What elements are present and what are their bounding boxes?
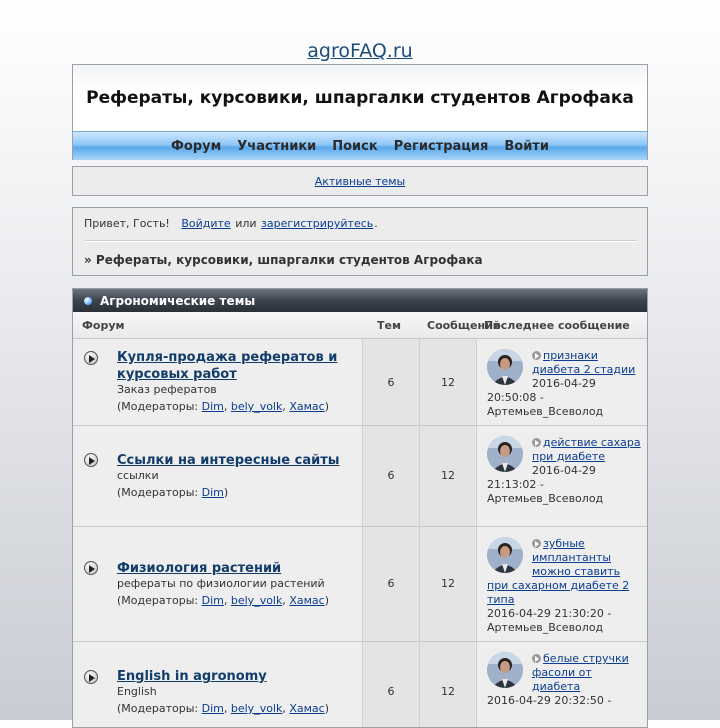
last-post-date: 2016-04-29 20:50:08 - [487, 377, 596, 404]
last-post-date: 2016-04-29 20:32:50 - [487, 694, 612, 707]
forum-title[interactable]: Физиология растений [117, 561, 282, 576]
register-link[interactable]: зарегистрируйтесь [261, 217, 374, 230]
forum-moderators: (Модераторы: Dim, bely_volk, Хамас) [117, 400, 330, 413]
posts-count: 12 [441, 577, 455, 590]
nav-members[interactable]: Участники [237, 138, 317, 154]
last-post-date: 2016-04-29 21:30:20 - [487, 607, 612, 620]
moderator-link[interactable]: bely_volk [230, 400, 283, 413]
moderator-link[interactable]: Хамас [289, 594, 325, 607]
moderator-link[interactable]: Dim [201, 486, 224, 499]
breadcrumb: » Рефераты, курсовики, шпаргалки студентов Агрофака [84, 253, 483, 267]
forum-row [73, 642, 647, 728]
active-topics-bar [72, 166, 648, 196]
forum-description: ссылки [117, 469, 159, 482]
last-post-link[interactable]: белые стручки фасоли от диабета [532, 652, 629, 693]
last-post [487, 436, 643, 506]
last-post-link[interactable]: действие сахара при диабете [532, 436, 641, 463]
forum-moderators: (Модераторы: Dim, bely_volk, Хамас) [117, 702, 330, 715]
greeting-text: Привет, Гость! [84, 217, 170, 230]
forum-row [73, 426, 647, 527]
last-post [487, 537, 643, 635]
nav-forum[interactable]: Форум [171, 138, 222, 154]
greeting-line [84, 217, 378, 230]
nav-search[interactable]: Поиск [332, 138, 378, 154]
login-link[interactable]: Войдите [181, 217, 231, 230]
last-post [487, 652, 643, 708]
col-forum: Форум [82, 319, 125, 332]
forum-title[interactable]: Купля-продажа рефератов и курсовых работ [117, 350, 338, 382]
go-to-post-icon[interactable] [532, 539, 541, 548]
topics-count: 6 [387, 376, 395, 389]
forum-row [73, 527, 647, 642]
posts-count: 12 [441, 685, 455, 698]
moderator-link[interactable]: bely_volk [230, 702, 283, 715]
posts-count: 12 [441, 376, 455, 389]
last-post-date: 2016-04-29 21:13:02 - [487, 464, 596, 491]
last-post-author: Артемьев_Всеволод [487, 621, 604, 634]
category-header [73, 289, 647, 312]
forum-description: Заказ рефератов [117, 383, 217, 396]
nav-register[interactable]: Регистрация [393, 138, 489, 154]
forum-row [73, 339, 647, 426]
forum-status-icon [84, 670, 98, 684]
divider [84, 240, 637, 242]
col-posts: Сообщений [427, 319, 501, 332]
forum-moderators: (Модераторы: Dim, bely_volk, Хамас) [117, 594, 330, 607]
moderator-link[interactable]: Dim [201, 702, 224, 715]
site-title[interactable]: agroFAQ.ru [307, 40, 413, 62]
forum-status-icon [84, 351, 98, 365]
nav-login[interactable]: Войти [504, 138, 549, 154]
page-title: Рефераты, курсовики, шпаргалки студентов Агрофака [73, 65, 647, 131]
last-post [487, 349, 643, 419]
moderator-link[interactable]: Хамас [289, 702, 325, 715]
forum-title[interactable]: Ссылки на интересные сайты [117, 453, 340, 468]
moderator-link[interactable]: bely_volk [230, 594, 283, 607]
last-post-author: Артемьев_Всеволод [487, 492, 604, 505]
go-to-post-icon[interactable] [532, 438, 541, 447]
greeting-or: или [235, 217, 257, 230]
moderator-link[interactable]: Хамас [289, 400, 325, 413]
forum-status-icon [84, 561, 98, 575]
topics-count: 6 [387, 469, 395, 482]
moderator-link[interactable]: Dim [201, 594, 224, 607]
header [72, 64, 648, 160]
bullet-icon [84, 297, 92, 305]
column-headers [73, 312, 647, 339]
forum-category [72, 288, 648, 728]
greeting-box [72, 207, 648, 276]
forum-title[interactable]: English in agronomy [117, 669, 267, 684]
topics-count: 6 [387, 577, 395, 590]
last-post-author: Артемьев_Всеволод [487, 405, 604, 418]
moderator-link[interactable]: Dim [201, 400, 224, 413]
last-post-link[interactable]: признаки диабета 2 стадии [532, 349, 636, 376]
main-nav [73, 131, 647, 160]
forum-moderators: (Модераторы: Dim) [117, 486, 229, 499]
forum-status-icon [84, 453, 98, 467]
col-topics: Тем [377, 319, 401, 332]
go-to-post-icon[interactable] [532, 654, 541, 663]
forum-description: English [117, 685, 157, 698]
category-title: Агрономические темы [100, 293, 256, 308]
last-post-link[interactable]: зубные имплантанты можно ставить при сахарном диабете 2 типа [487, 537, 630, 606]
go-to-post-icon[interactable] [532, 351, 541, 360]
col-last: Последнее сообщение [484, 319, 630, 332]
topics-count: 6 [387, 685, 395, 698]
posts-count: 12 [441, 469, 455, 482]
greeting-dot: . [374, 217, 378, 230]
forum-description: рефераты по физиологии растений [117, 577, 325, 590]
active-topics-link[interactable]: Активные темы [314, 174, 406, 188]
